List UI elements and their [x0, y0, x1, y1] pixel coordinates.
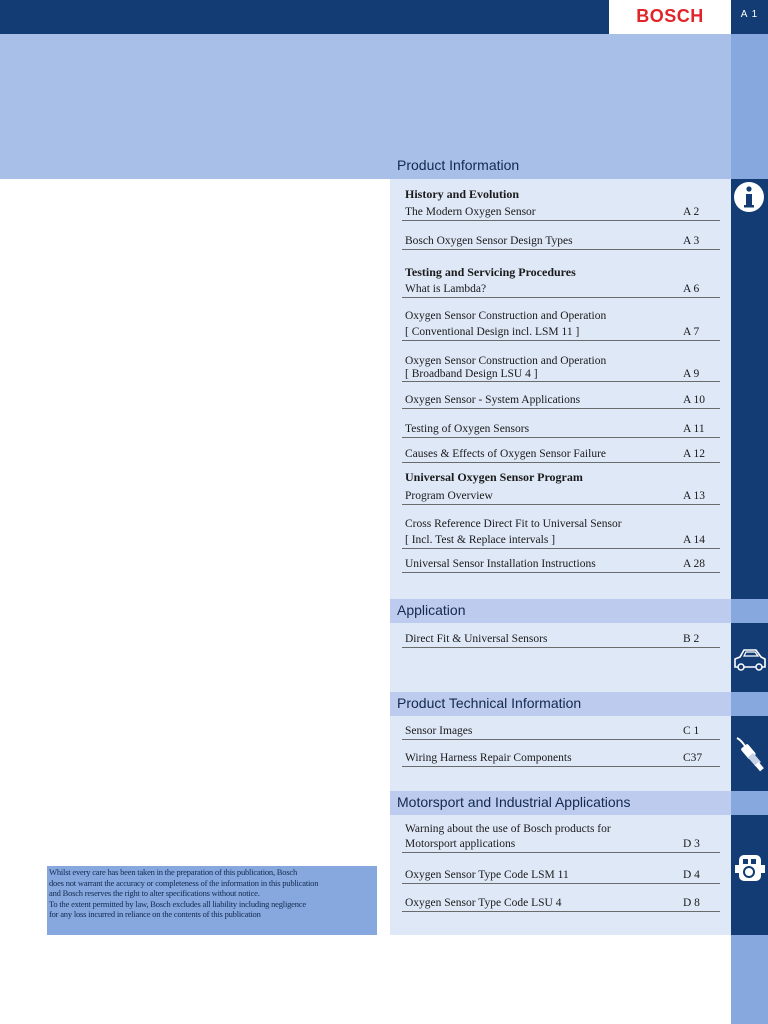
disclaimer-line: Whilst every care has been taken in the preparation of this publication, Bosch [49, 867, 298, 877]
toc-entry-program-overview[interactable]: Program Overview A 13 [402, 488, 720, 505]
toc-entry-testing-oxygen-sensors[interactable]: Testing of Oxygen Sensors A 11 [402, 421, 720, 438]
tab-technical[interactable] [731, 716, 768, 791]
toc-entry-installation-instructions[interactable]: Universal Sensor Installation Instructions A 28 [402, 556, 720, 573]
brand-name: BOSCH [636, 6, 704, 26]
car-icon [731, 623, 768, 692]
toc-entry-sensor-images[interactable]: Sensor Images C 1 [402, 723, 720, 740]
page-ref: A 9 [683, 368, 700, 380]
page-ref: A 2 [683, 206, 700, 218]
page-ref: D 8 [683, 897, 700, 909]
toc-entry-causes-effects[interactable]: Causes & Effects of Oxygen Sensor Failure A 12 [402, 446, 720, 463]
page-ref: B 2 [683, 633, 700, 645]
oxygen-sensor-icon [731, 716, 768, 791]
page-ref: A 14 [683, 534, 706, 546]
page-ref: A 10 [683, 394, 706, 406]
group-history-and-evolution: History and Evolution [405, 187, 520, 201]
bosch-logo [609, 0, 731, 34]
toc-entry-modern-oxygen-sensor[interactable]: The Modern Oxygen Sensor A 2 [402, 204, 720, 221]
page-ref: C37 [683, 752, 703, 764]
page-ref: A 6 [683, 283, 700, 295]
toc-entry-what-is-lambda[interactable]: What is Lambda? A 6 [402, 281, 720, 298]
page-ref: A 3 [683, 235, 700, 247]
section-title-product-information: Product Information [397, 157, 520, 173]
page-ref: A 11 [683, 423, 705, 435]
tab-product-information[interactable] [731, 179, 768, 599]
page-ref: A 28 [683, 558, 706, 570]
toc-entry-cross-reference[interactable]: Cross Reference Direct Fit to Universal Sensor [ Incl. Test & Replace intervals ] A 14 [402, 516, 720, 549]
page-ref: A 13 [683, 490, 706, 502]
tab-motorsport[interactable] [731, 815, 768, 935]
toc-entry-type-code-lsm11[interactable]: Oxygen Sensor Type Code LSM 11 D 4 [402, 867, 720, 884]
page-ref: A 7 [683, 326, 700, 338]
disclaimer-line: and Bosch reserves the right to alter specifications without notice. [49, 888, 260, 899]
toc-entry-construction-broadband[interactable]: Oxygen Sensor Construction and Operation [ Broadband Design LSU 4 ] A 9 [402, 355, 720, 382]
toc-entry-design-types[interactable]: Bosch Oxygen Sensor Design Types A 3 [402, 233, 720, 250]
tab-application[interactable] [731, 623, 768, 692]
toc-entry-motorsport-warning[interactable]: Warning about the use of Bosch products for Motorsport applications D 3 [402, 822, 720, 853]
info-icon [731, 179, 768, 219]
disclaimer-box [47, 866, 377, 935]
page-number: A 1 [740, 9, 759, 20]
top-bar [0, 0, 768, 34]
section-title-motorsport: Motorsport and Industrial Applications [390, 791, 731, 815]
disclaimer-line: for any loss incurred in reliance on the contents of this publication [49, 909, 261, 920]
toc-entry-wiring-harness[interactable]: Wiring Harness Repair Components C37 [402, 750, 720, 767]
section-title-application: Application [390, 599, 731, 623]
group-universal-program: Universal Oxygen Sensor Program [405, 470, 583, 484]
page-ref: A 12 [683, 448, 706, 460]
engine-icon [731, 815, 768, 895]
page-ref: D 3 [683, 838, 700, 850]
page-ref: D 4 [683, 869, 700, 881]
toc-entry-construction-conventional[interactable]: Oxygen Sensor Construction and Operation [ Conventional Design incl. LSM 11 ] A 7 [402, 308, 720, 341]
toc-entry-direct-fit-universal[interactable]: Direct Fit & Universal Sensors B 2 [402, 631, 720, 648]
disclaimer-line: does not warrant the accuracy or completeness of the information in this publication [49, 877, 319, 888]
group-testing-and-servicing: Testing and Servicing Procedures [405, 265, 576, 279]
section-title-technical: Product Technical Information [390, 692, 731, 716]
toc-entry-system-applications[interactable]: Oxygen Sensor - System Applications A 10 [402, 392, 720, 409]
page-ref: C 1 [683, 725, 700, 737]
disclaimer-line: To the extent permitted by law, Bosch excludes all liability including negligence [49, 898, 306, 909]
toc-entry-type-code-lsu4[interactable]: Oxygen Sensor Type Code LSU 4 D 8 [402, 895, 720, 912]
